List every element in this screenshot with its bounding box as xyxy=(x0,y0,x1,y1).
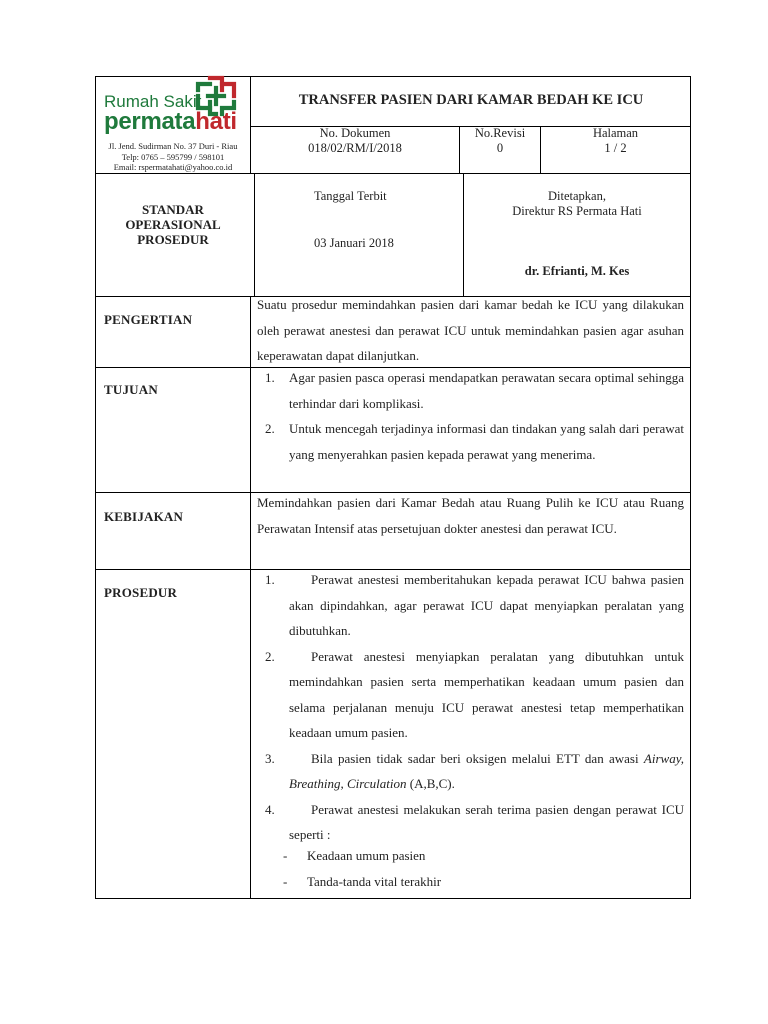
list-number: 1. xyxy=(265,572,275,587)
issue-date-label: Tanggal Terbit xyxy=(314,189,387,203)
logo-text-line1: Rumah Sakit xyxy=(104,92,202,111)
list-text xyxy=(289,746,684,797)
logo-text-line2 xyxy=(104,108,237,136)
list-text xyxy=(289,797,684,848)
issue-date: 03 Januari 2018 xyxy=(314,236,394,250)
section-label-tujuan: TUJUAN xyxy=(104,382,158,397)
sub-list-item xyxy=(255,843,684,869)
document-number-label: No. Dokumen xyxy=(319,126,391,140)
prosedur-list xyxy=(255,567,684,848)
hospital-address xyxy=(98,141,248,173)
approval-signer: dr. Efrianti, M. Kes xyxy=(524,264,630,278)
list-text-content: Perawat anestesi melakukan serah terima pasien dengan perawat ICU seperti : xyxy=(289,801,684,842)
sop-label-line3: PROSEDUR xyxy=(137,232,209,247)
logo-text-permata: permata xyxy=(104,108,196,135)
sop-label xyxy=(97,202,249,247)
page-label: Halaman xyxy=(592,126,639,140)
section-text-kebijakan: Memindahkan pasien dari Kamar Bedah atau Ruang Pulih ke ICU atau Ruang Perawatan Intensif atas persetujuan dokter anestesi dan perawat ICU. xyxy=(257,495,684,536)
address-line: Jl. Jend. Sudirman No. 37 Duri - Riau xyxy=(108,141,238,151)
page-cell xyxy=(541,126,690,156)
dash-bullet: - xyxy=(283,848,288,863)
revision-value: 0 xyxy=(496,141,504,155)
list-text-content: Perawat anestesi menyiapkan peralatan yang dibutuhkan untuk memindahkan pasien serta memperhatikan keadaan umum pasien dan selama perjalanan menuju ICU perawat anestesi tetap memperhatikan keadaan umum pasien. xyxy=(289,648,684,740)
section-label-pengertian: PENGERTIAN xyxy=(104,312,193,327)
list-item xyxy=(255,416,684,467)
hospital-logo xyxy=(104,74,244,136)
phone-line: Telp: 0765 – 595799 / 598101 xyxy=(121,151,225,162)
list-number: 2. xyxy=(265,421,275,436)
sop-label-line1: STANDAR xyxy=(142,202,204,217)
list-text-content: Perawat anestesi memberitahukan kepada perawat ICU bahwa pasien akan dipindahkan, agar perawat ICU dapat menyiapkan peralatan yang dibutuhkan. xyxy=(289,572,684,638)
approval-block xyxy=(465,189,689,219)
list-number: 1. xyxy=(265,370,275,385)
list-text xyxy=(289,567,684,644)
tujuan-list xyxy=(255,365,684,467)
prosedur-sub-list xyxy=(255,843,684,894)
approval-label: Ditetapkan, xyxy=(548,189,606,203)
abc-italic-text: Airway, Breathing, Circulation xyxy=(289,750,684,791)
list-number: 3. xyxy=(265,750,275,766)
approval-by: Direktur RS Permata Hati xyxy=(512,204,642,218)
sub-list-item xyxy=(255,869,684,895)
section-label-kebijakan: KEBIJAKAN xyxy=(104,509,184,524)
document-number-cell xyxy=(252,126,458,156)
logo-text-hati: hati xyxy=(195,108,237,135)
document-title: TRANSFER PASIEN DARI KAMAR BEDAH KE ICU xyxy=(298,92,644,108)
list-item xyxy=(255,644,684,746)
list-text-content: Bila pasien tidak sadar beri oksigen melalui ETT dan awasi xyxy=(311,750,644,766)
sub-list-text: Tanda-tanda vital terakhir xyxy=(307,873,442,889)
section-label-prosedur: PROSEDUR xyxy=(104,585,178,600)
dash-bullet: - xyxy=(283,873,288,889)
list-item xyxy=(255,567,684,644)
list-text xyxy=(289,644,684,746)
sop-label-line2: OPERASIONAL xyxy=(125,217,221,232)
page-value: 1 / 2 xyxy=(604,141,627,155)
list-number: 2. xyxy=(265,648,275,664)
list-text: Untuk mencegah terjadinya informasi dan tindakan yang salah dari perawat yang menyerahkan pasien kepada perawat yang menerima. xyxy=(289,421,684,462)
list-item xyxy=(255,746,684,797)
revision-cell xyxy=(460,126,540,156)
section-text-pengertian: Suatu prosedur memindahkan pasien dari kamar bedah ke ICU yang dilakukan oleh perawat anestesi dan perawat ICU untuk memindahkan pasien agar asuhan keperawatan dapat dilanjutkan. xyxy=(257,297,684,363)
revision-label: No.Revisi xyxy=(474,126,526,140)
list-item xyxy=(255,797,684,848)
list-number: 4. xyxy=(265,801,275,817)
email-line: Email: rspermatahati@yahoo.co.id xyxy=(113,162,233,172)
list-item xyxy=(255,365,684,416)
list-text-content: (A,B,C). xyxy=(406,776,455,791)
list-text: Agar pasien pasca operasi mendapatkan perawatan secara optimal sehingga terhindar dari komplikasi. xyxy=(289,370,684,411)
sub-list-text: Keadaan umum pasien xyxy=(307,848,426,863)
document-number-value: 018/02/RM/I/2018 xyxy=(308,141,402,155)
